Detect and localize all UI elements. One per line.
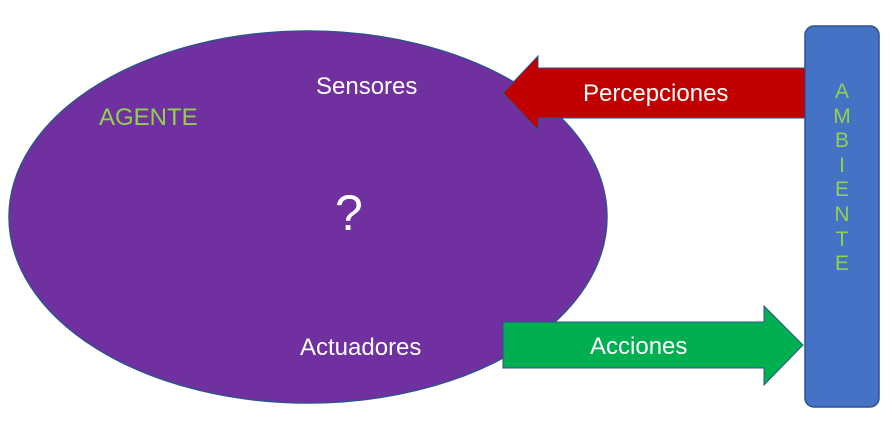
unknown-mark: ? (335, 185, 363, 241)
environment-letter: N (834, 202, 850, 226)
environment-letter: B (834, 129, 849, 153)
environment-letter: T (835, 227, 849, 251)
sensors-label: Sensores (316, 73, 418, 100)
actions-label: Acciones (590, 333, 688, 360)
environment-letter: M (833, 104, 851, 128)
agent-label: AGENTE (99, 104, 198, 131)
environment-label (805, 80, 879, 277)
perceptions-label: Percepciones (583, 80, 729, 107)
actuators-label: Actuadores (300, 334, 422, 361)
environment-letter: E (834, 178, 849, 202)
environment-letter: E (834, 252, 849, 276)
environment-letter: I (839, 153, 845, 177)
environment-letter: A (834, 80, 849, 103)
